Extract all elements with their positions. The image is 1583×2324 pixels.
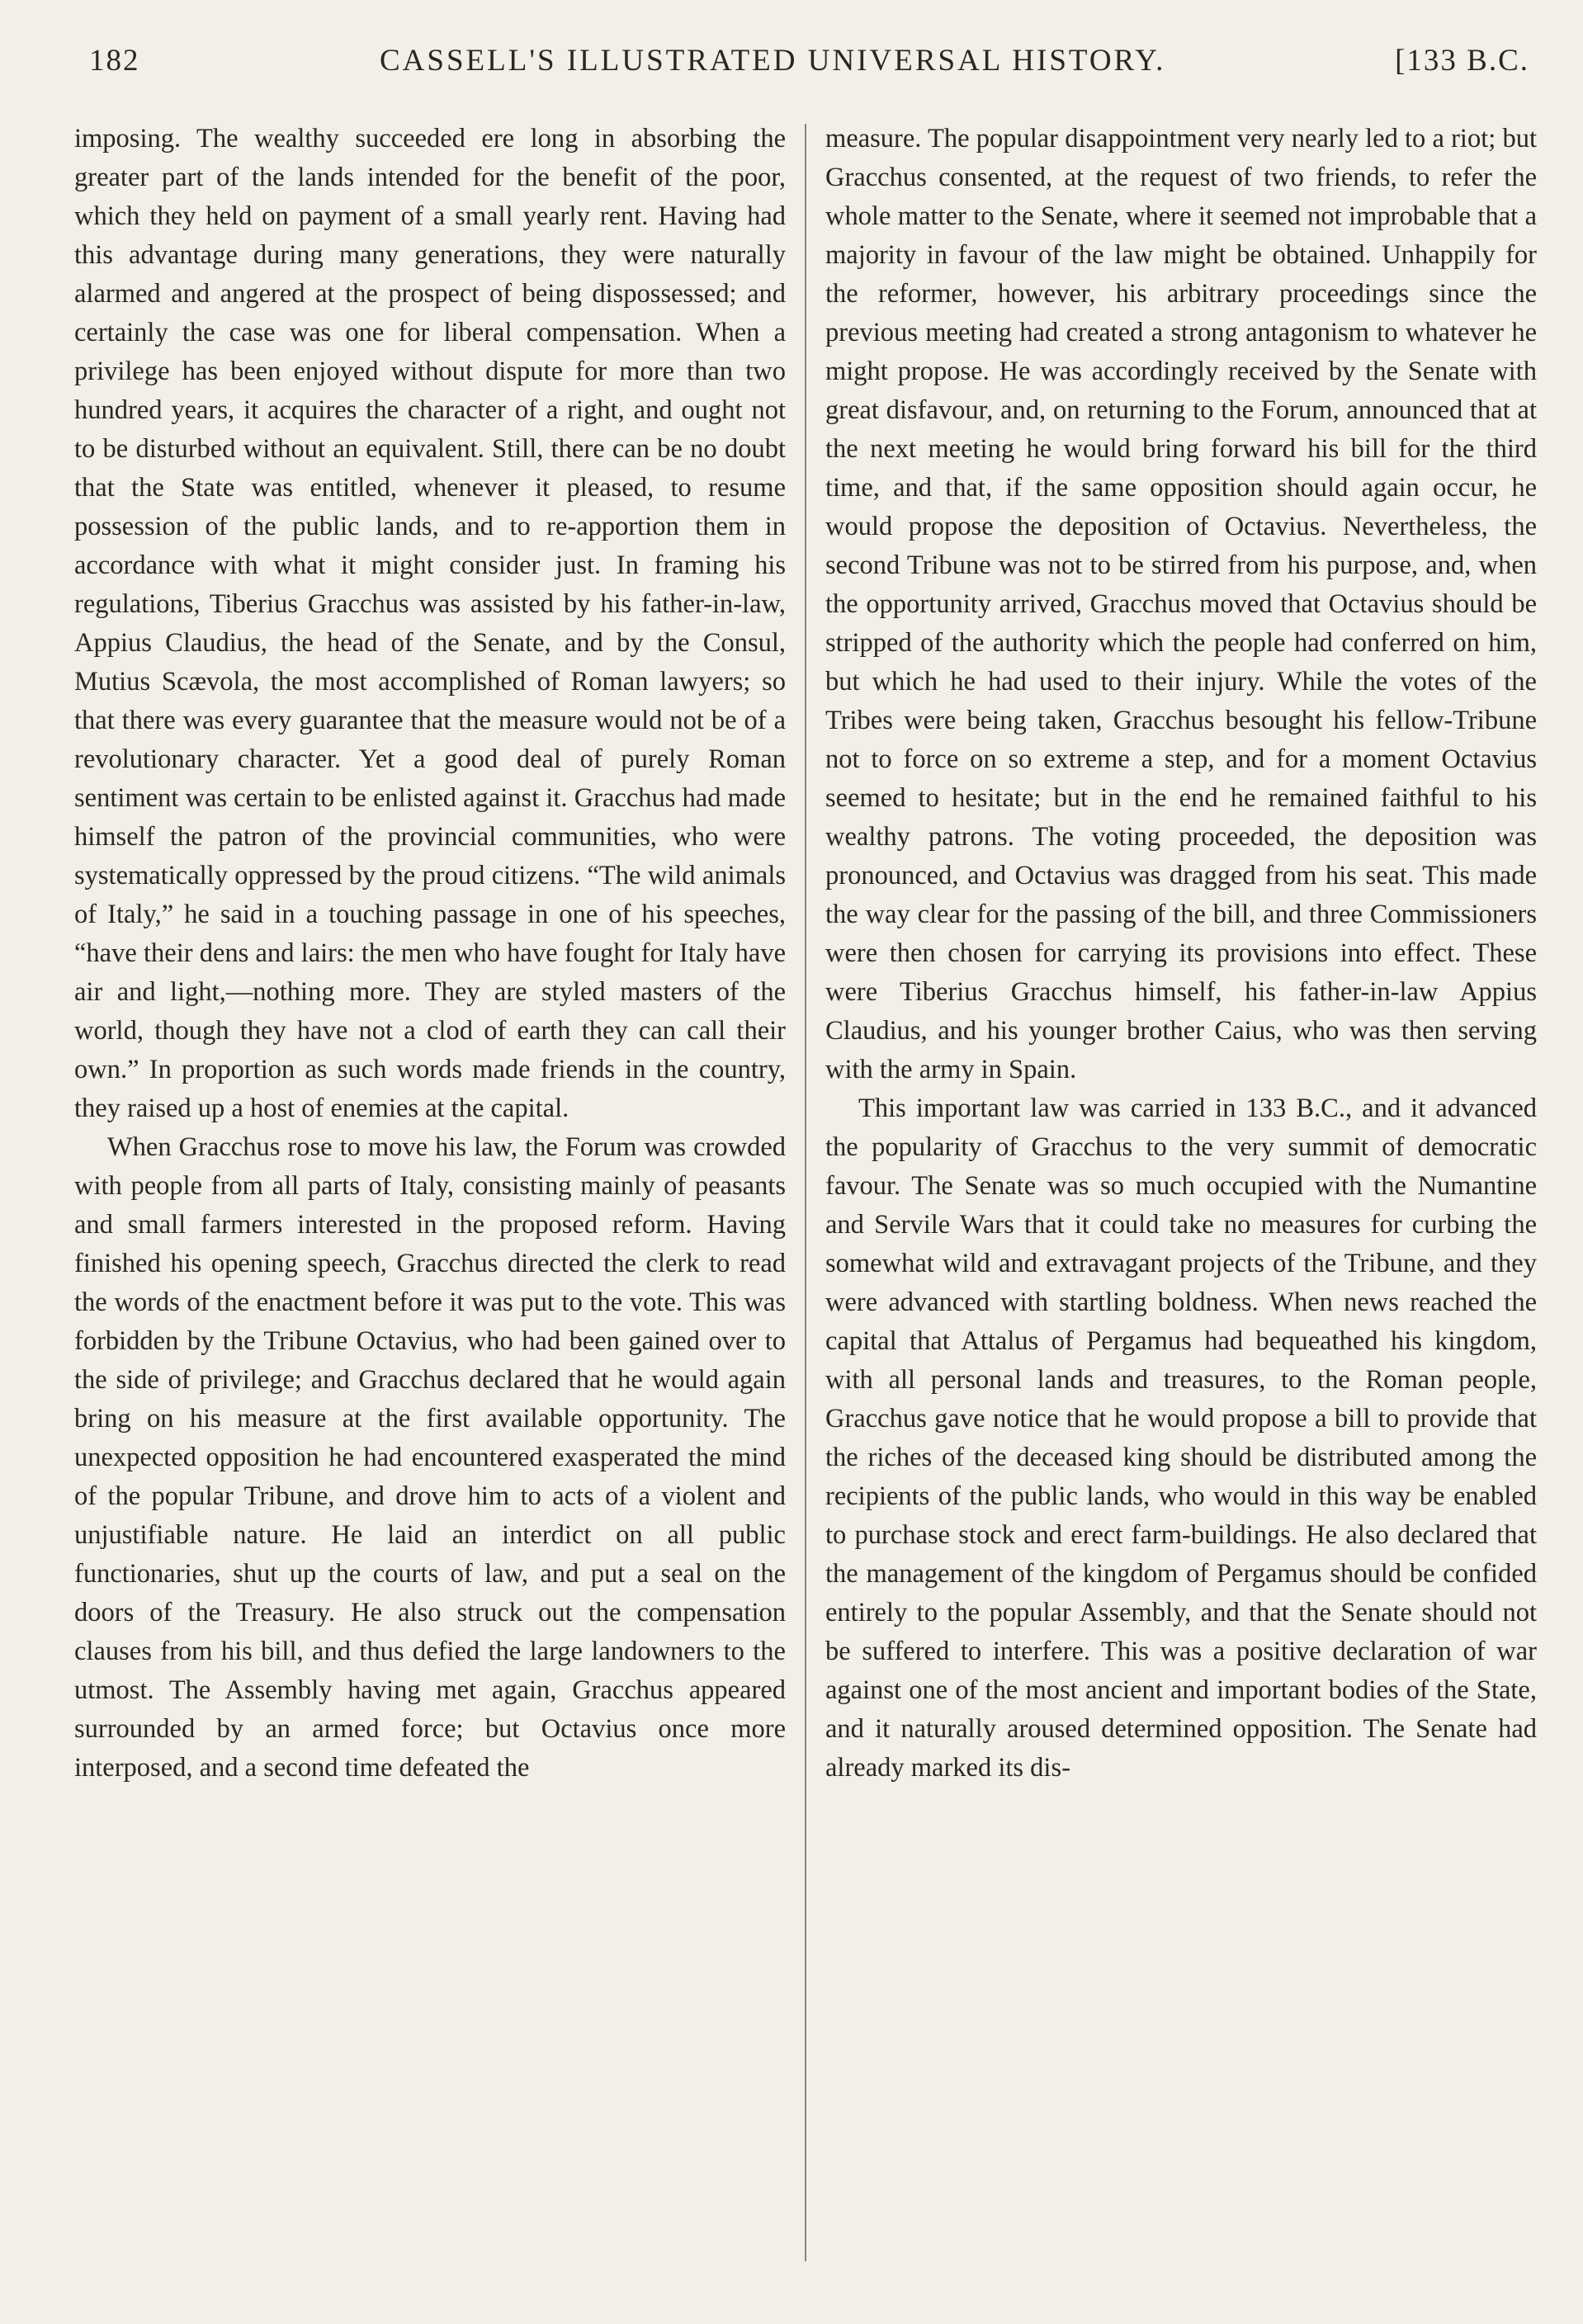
page-number: 182 — [89, 44, 140, 78]
paragraph: When Gracchus rose to move his law, the Forum was crowded with people from all parts of Italy, consisting mainly of peasants and small farmers interested in the proposed reform. Having finished his opening speech, Gracchus directed the clerk to read the words of the enactment before it was put to the vote. This was forbidden by the Tribune Octavius, who had been gained over to the side of privilege; and Gracchus declared that he would again bring on his measure at the first available opportunity. The unexpected opposition he had encountered exasperated the mind of the popular Tribune, and drove him to acts of a violent and unjustifiable nature. He laid an interdict on all public functionaries, shut up the courts of law, and put a seal on the doors of the Treasury. He also struck out the compensation clauses from his bill, and thus defied the large landowners to the utmost. The Assembly having met again, Gracchus appeared surrounded by an armed force; but Octavius once more interposed, and a second time defeated the — [74, 1132, 786, 1783]
paragraph: imposing. The wealthy succeeded ere long in absorbing the greater part of the lands intended for the benefit of the poor, which they held on payment of a small yearly rent. Having had this advantage during many generations, they were naturally alarmed and angered at the prospect of being dispossessed; and certainly the case was one for liberal compensation. When a privilege has been enjoyed without dispute for more than two hundred years, it acquires the character of a right, and ought not to be disturbed without an equivalent. Still, there can be no doubt that the State was entitled, whenever it pleased, to resume possession of the public lands, and to re-apportion them in accordance with what it might consider just. In framing his regulations, Tiberius Gracchus was assisted by his father-in-law, Appius Claudius, the head of the Senate, and by the Consul, Mutius Scævola, the most accomplished of Roman lawyers; so that there was every guarantee that the measure would not be of a revolutionary character. Yet a good deal of purely Roman sentiment was certain to be enlisted against it. Gracchus had made himself the patron of the provincial communities, who were systematically oppressed by the proud citizens. “The wild animals of Italy,” he said in a touching passage in one of his speeches, “have their dens and lairs: the men who have fought for Italy have air and light,—nothing more. They are styled masters of the world, though they have not a clod of earth they can call their own.” In proportion as such words made friends in the country, they raised up a host of enemies at the capital. — [74, 124, 786, 1123]
column-divider — [805, 124, 806, 2261]
date-marker: [133 B.C. — [1395, 44, 1529, 78]
running-header — [89, 36, 1529, 86]
running-title: CASSELL'S ILLUSTRATED UNIVERSAL HISTORY. — [380, 44, 1166, 78]
paragraph: This important law was carried in 133 B.C., and it advanced the popularity of Gracchus to the very summit of democratic favour. The Senate was so much occupied with the Numantine and Servile Wars that it could take no measures for curbing the somewhat wild and extravagant projects of the Tribune, and they were advanced with startling boldness. When news reached the capital that Attalus of Pergamus had bequeathed his kingdom, with all personal lands and treasures, to the Roman people, Gracchus gave notice that he would propose a bill to provide that the riches of the deceased king should be distributed among the recipients of the public lands, who would in this way be enabled to purchase stock and erect farm-buildings. He also declared that the management of the kingdom of Pergamus should be confided entirely to the popular Assembly, and that the Senate should not be suffered to interfere. This was a positive declaration of war against one of the most ancient and important bodies of the State, and it naturally aroused determined opposition. The Senate had already marked its dis- — [825, 1094, 1537, 1783]
paragraph: measure. The popular disappointment very nearly led to a riot; but Gracchus consented, at the request of two friends, to refer the whole matter to the Senate, where it seemed not improbable that a majority in favour of the law might be obtained. Unhappily for the reformer, however, his arbitrary proceedings since the previous meeting had created a strong antagonism to whatever he might propose. He was accordingly received by the Senate with great disfavour, and, on returning to the Forum, announced that at the next meeting he would bring forward his bill for the third time, and that, if the same opposition should again occur, he would propose the deposition of Octavius. Nevertheless, the second Tribune was not to be stirred from his purpose, and, when the opportunity arrived, Gracchus moved that Octavius should be stripped of the authority which the people had conferred on him, but which he had used to their injury. While the votes of the Tribes were being taken, Gracchus besought his fellow-Tribune not to force on so extreme a step, and for a moment Octavius seemed to hesitate; but in the end he remained faithful to his wealthy patrons. The voting proceeded, the deposition was pronounced, and Octavius was dragged from his seat. This made the way clear for the passing of the bill, and three Commissioners were then chosen for carrying its provisions into effect. These were Tiberius Gracchus himself, his father-in-law Appius Claudius, and his younger brother Caius, who was then serving with the army in Spain. — [825, 124, 1537, 1084]
left-column — [74, 120, 786, 2265]
right-column — [825, 120, 1537, 2265]
